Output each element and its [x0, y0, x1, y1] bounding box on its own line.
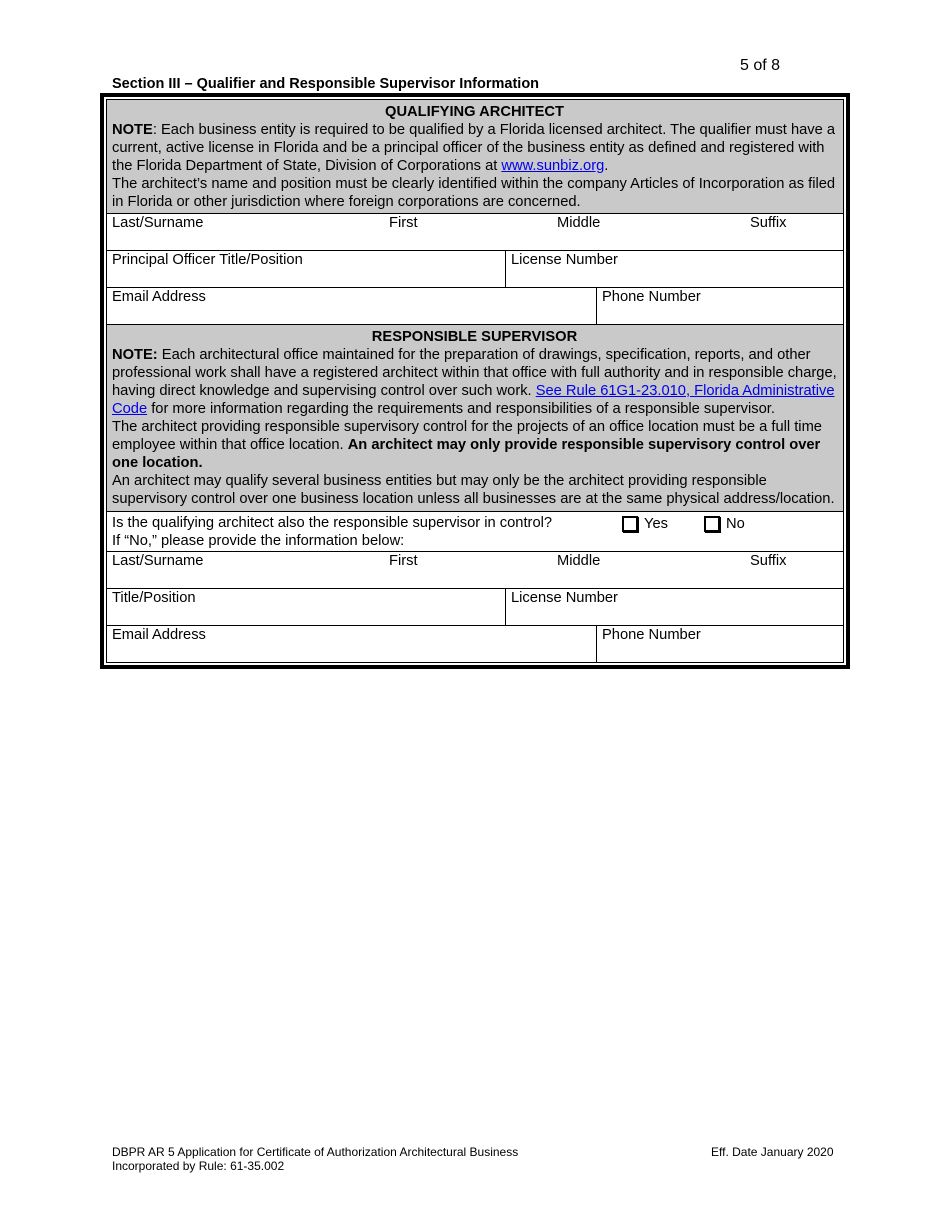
email-address-label: Email Address [112, 289, 206, 306]
responsible-supervisor-heading: RESPONSIBLE SUPERVISOR [371, 329, 578, 346]
rule-link[interactable]: See Rule 61G1-23.010, Florida Administrative Code [112, 383, 835, 418]
phone-number-label: Phone Number [602, 626, 701, 643]
supervisor-title-field[interactable] [107, 589, 505, 625]
supervisor-note-paragraph-3: An architect may qualify several business entities but may only be the architect providing responsible supervisory control over one business location unless all businesses are at the same physical address/location. [112, 472, 835, 507]
incorporated-by-rule: Incorporated by Rule: 61-35.002 [112, 1159, 285, 1173]
first-name-label: First [389, 552, 418, 569]
qualifier-name-row[interactable] [107, 213, 843, 250]
yes-checkbox[interactable] [622, 516, 638, 532]
no-checkbox-group[interactable] [704, 515, 745, 533]
form-name: DBPR AR 5 Application for Certificate of Authorization Architectural Business [112, 1145, 519, 1159]
supervisor-question: Is the qualifying architect also the responsible supervisor in control? [112, 514, 553, 531]
supervisor-question-row [107, 511, 843, 551]
qualifying-architect-heading: QUALIFYING ARCHITECT [385, 104, 564, 120]
qualifier-title-row [107, 250, 843, 287]
principal-officer-title-field[interactable] [107, 251, 505, 287]
section-title: Section III – Qualifier and Responsible Supervisor Information [112, 76, 540, 92]
supervisor-license-field[interactable] [505, 589, 843, 625]
email-address-label: Email Address [112, 626, 206, 643]
no-checkbox[interactable] [704, 516, 720, 532]
qualifier-phone-field[interactable] [596, 288, 843, 324]
middle-name-label: Middle [557, 552, 601, 569]
yes-checkbox-group[interactable] [622, 515, 668, 533]
page-number: 5 of 8 [740, 57, 781, 74]
note-label: NOTE: [112, 347, 158, 364]
principal-officer-title-label: Principal Officer Title/Position [112, 252, 303, 269]
last-name-label: Last/Surname [112, 215, 204, 232]
supervisor-name-row[interactable] [107, 551, 843, 588]
phone-number-label: Phone Number [602, 289, 701, 306]
supervisor-contact-row [107, 625, 843, 662]
license-number-label: License Number [511, 589, 618, 606]
suffix-label: Suffix [750, 552, 787, 569]
supervisor-phone-field[interactable] [596, 626, 843, 662]
note-label: NOTE [112, 121, 153, 138]
qualifier-form [100, 93, 850, 669]
footer-left [112, 1145, 518, 1173]
responsible-supervisor-note [107, 324, 843, 510]
sunbiz-link[interactable]: www.sunbiz.org [501, 157, 605, 174]
supervisor-title-row [107, 588, 843, 625]
yes-label: Yes [644, 515, 668, 532]
license-number-label: License Number [511, 252, 618, 269]
note-text: : Each business entity is required to be qualified by a Florida licensed architect. The qualifier must have a current, active license in Florida and be a principal officer of the business entity as defined and registered with the Florida Department of State, Division of Corporations at [112, 121, 836, 174]
if-no-instruction: If “No,” please provide the information below: [112, 532, 405, 549]
form-inner [106, 99, 844, 663]
last-name-label: Last/Surname [112, 552, 204, 569]
para-2-bold: An architect may only provide responsible supervisory control over one location. [112, 436, 821, 471]
qualifier-email-field[interactable] [107, 288, 596, 324]
supervisor-note-paragraph-2 [112, 419, 837, 473]
qualifier-contact-row [107, 287, 843, 324]
note-text: Each architectural office maintained for the preparation of drawings, specification, reports, and other professional work shall have a registered architect within that office with full authority and in responsible charge, having direct knowledge and supervising control over such work. [112, 347, 837, 400]
no-label: No [726, 515, 745, 532]
first-name-label: First [389, 215, 418, 232]
title-position-label: Title/Position [112, 589, 196, 606]
qualifying-architect-note [107, 100, 843, 213]
note-text-end: for more information regarding the requirements and responsibilities of a responsible supervisor. [147, 401, 775, 418]
effective-date: Eff. Date January 2020 [711, 1145, 834, 1159]
supervisor-email-field[interactable] [107, 626, 596, 662]
qualifying-note-paragraph [112, 122, 837, 176]
middle-name-label: Middle [557, 215, 601, 232]
qualifier-license-field[interactable] [505, 251, 843, 287]
qualifying-note-paragraph-2: The architect’s name and position must be clearly identified within the company Articles of Incorporation as filed in Florida or other jurisdiction where foreign corporations are concerned. [112, 175, 836, 210]
para-2-text: The architect providing responsible supervisory control for the projects of an office location must be a full time employee within that office location. [112, 418, 822, 453]
note-text-end: . [604, 157, 609, 174]
supervisor-note-paragraph [112, 347, 837, 419]
suffix-label: Suffix [750, 215, 787, 232]
